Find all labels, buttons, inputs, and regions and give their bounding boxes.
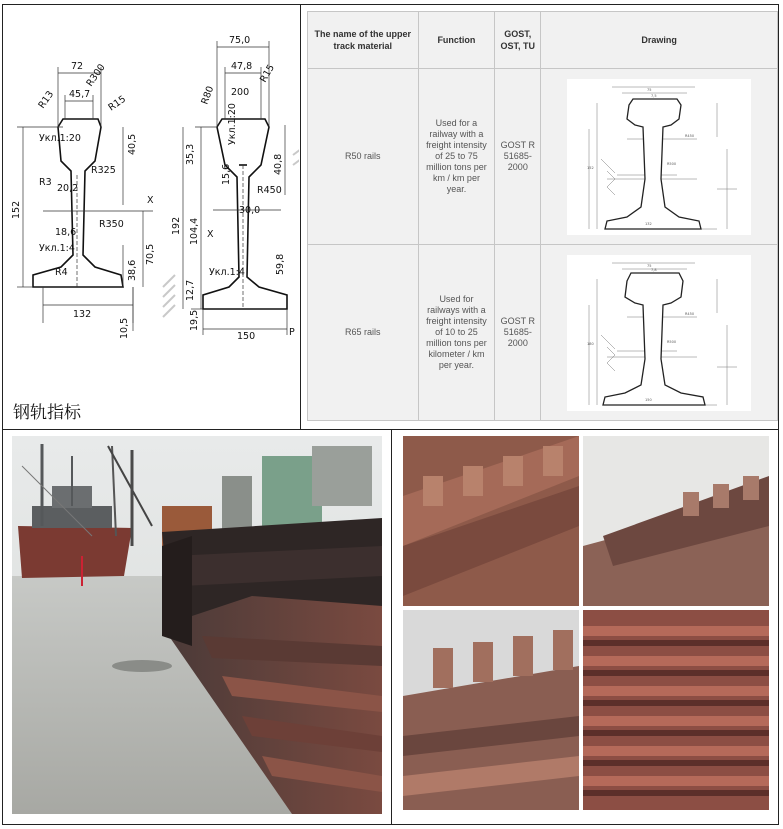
dim-r350: R350 bbox=[99, 219, 124, 230]
dim-r80: R80 bbox=[199, 84, 217, 107]
svg-text:152: 152 bbox=[587, 165, 594, 170]
dim-19-5: 19,5 bbox=[189, 309, 200, 331]
dim-40-5: 40,5 bbox=[127, 133, 138, 155]
svg-text:R500: R500 bbox=[667, 161, 677, 166]
row-drawing bbox=[541, 69, 778, 245]
row-gost: GOST R 51685-2000 bbox=[495, 245, 541, 421]
axis-x-right: X bbox=[207, 229, 214, 240]
dim-r15-left: R15 bbox=[106, 93, 129, 114]
table-row bbox=[308, 245, 778, 421]
dim-r15-right: R15 bbox=[258, 62, 277, 85]
dim-72: 72 bbox=[71, 61, 84, 72]
dim-10-5: 10,5 bbox=[119, 317, 130, 339]
section-caption: 钢轨指标 bbox=[13, 403, 81, 423]
label-p: P bbox=[289, 327, 295, 338]
dim-192: 192 bbox=[171, 216, 182, 235]
svg-text:7,5: 7,5 bbox=[651, 93, 657, 98]
collage-tile-bottom-left bbox=[403, 610, 579, 810]
slope-1-4-left: Укл.1:4 bbox=[39, 243, 75, 254]
dim-r3: R3 bbox=[39, 177, 52, 188]
dim-30-0: 30,0 bbox=[239, 205, 261, 216]
spec-header-row bbox=[308, 12, 778, 69]
table-row bbox=[308, 69, 778, 245]
slope-1-20-right: Укл.1:20 bbox=[227, 103, 238, 145]
dim-59-8: 59,8 bbox=[275, 253, 286, 275]
r65-profile-drawing bbox=[567, 255, 751, 411]
rail-stacks-collage bbox=[403, 436, 769, 810]
dim-35-3: 35,3 bbox=[185, 143, 196, 165]
bottom-column-divider bbox=[391, 429, 392, 825]
svg-text:R450: R450 bbox=[685, 133, 695, 138]
collage-tile-top-right bbox=[583, 436, 769, 606]
dim-40-8: 40,8 bbox=[273, 153, 284, 175]
header-material: The name of the upper track material bbox=[308, 12, 419, 69]
svg-text:180: 180 bbox=[587, 341, 594, 346]
collage-tile-top-left bbox=[403, 436, 579, 606]
rails-at-port-photo bbox=[12, 436, 382, 814]
dim-r4: R4 bbox=[55, 267, 68, 278]
rail-profile-drawings bbox=[3, 5, 299, 428]
svg-text:R450: R450 bbox=[685, 311, 695, 316]
dim-r325: R325 bbox=[91, 165, 116, 176]
row-drawing bbox=[541, 245, 778, 421]
dim-15-6: 15,6 bbox=[221, 163, 232, 185]
row-name: R65 rails bbox=[308, 245, 419, 421]
dim-152: 152 bbox=[11, 200, 22, 219]
dim-18-6: 18,6 bbox=[55, 227, 77, 238]
dim-r450: R450 bbox=[257, 185, 282, 196]
svg-text:132: 132 bbox=[645, 221, 652, 226]
rail-profile-left bbox=[33, 119, 123, 287]
dim-104-4: 104,4 bbox=[189, 217, 200, 245]
spec-table-panel bbox=[301, 5, 778, 428]
svg-text:75: 75 bbox=[647, 87, 652, 92]
rail-profiles-svg bbox=[3, 5, 299, 428]
r50-profile-drawing bbox=[567, 79, 751, 235]
row-function: Used for railways with a freight intensity of 10 to 25 million tons per kilometer / km per year. bbox=[418, 245, 495, 421]
right-dimension-labels bbox=[171, 35, 295, 342]
dim-20-2: 20,2 bbox=[57, 183, 79, 194]
slope-1-4-right: Укл.1:4 bbox=[209, 267, 245, 278]
svg-text:150: 150 bbox=[645, 397, 652, 402]
svg-text:7,8: 7,8 bbox=[651, 267, 657, 272]
header-gost: GOST, OST, TU bbox=[495, 12, 541, 69]
dim-70-5: 70,5 bbox=[145, 243, 156, 265]
dim-38-6: 38,6 bbox=[127, 259, 138, 281]
left-dimension-labels bbox=[11, 61, 156, 339]
r50-profile-svg bbox=[567, 79, 751, 235]
collage-tile-bottom-right bbox=[583, 610, 769, 810]
dim-45-7: 45,7 bbox=[69, 89, 91, 100]
row-function: Used for a railway with a freight intensity of 25 to 75 million tons per km / km per year. bbox=[418, 69, 495, 245]
row-gost: GOST R 51685-2000 bbox=[495, 69, 541, 245]
dim-r300: R300 bbox=[84, 62, 108, 89]
dim-47-8: 47,8 bbox=[231, 61, 253, 72]
header-function: Function bbox=[418, 12, 495, 69]
r65-profile-svg bbox=[567, 255, 751, 411]
svg-text:R500: R500 bbox=[667, 339, 677, 344]
rail-stacks-collage-svg bbox=[403, 436, 769, 810]
dim-200: 200 bbox=[231, 87, 250, 98]
dim-132: 132 bbox=[73, 309, 92, 320]
svg-text:75: 75 bbox=[647, 263, 652, 268]
dim-150: 150 bbox=[237, 331, 256, 342]
dim-12-7: 12,7 bbox=[185, 279, 196, 301]
spec-table bbox=[307, 11, 778, 421]
dim-75-0: 75,0 bbox=[229, 35, 251, 46]
slope-1-20-left: Укл.1:20 bbox=[39, 133, 81, 144]
rails-at-port-svg bbox=[12, 436, 382, 814]
row-name: R50 rails bbox=[308, 69, 419, 245]
axis-x-left: X bbox=[147, 195, 154, 206]
header-drawing: Drawing bbox=[541, 12, 778, 69]
dim-r13: R13 bbox=[36, 89, 57, 111]
